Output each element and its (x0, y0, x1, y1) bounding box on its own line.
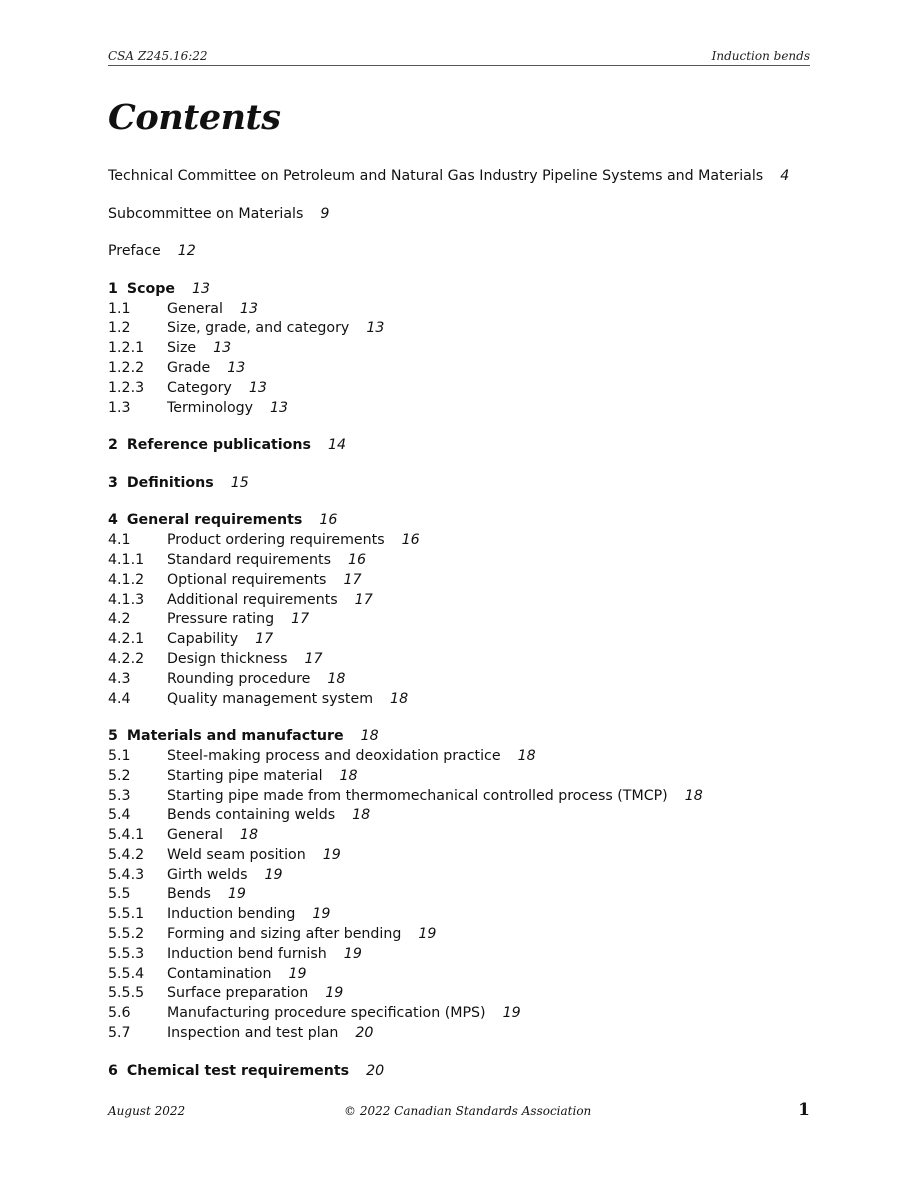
toc-entry-number: 5.3 (108, 787, 131, 804)
toc-entry-title: Inspection and test plan (167, 1025, 339, 1042)
toc-entry-title: Standard requirements (167, 551, 331, 568)
toc-entry-title: Design thickness (167, 650, 288, 667)
toc-entry-title: Chemical test requirements (126, 1062, 350, 1079)
toc-entry-number: 1.2.1 (108, 340, 145, 357)
toc-entry-page: 13 (270, 399, 289, 416)
toc-entry[interactable] (108, 846, 818, 866)
toc-entry-title: Definitions (126, 474, 214, 491)
toc-entry-number: 1 (108, 280, 118, 297)
toc-entry-page: 19 (325, 985, 344, 1002)
toc-entry[interactable] (108, 1024, 818, 1044)
toc-entry-number: 5.5.3 (108, 945, 145, 962)
toc-entry[interactable] (108, 650, 818, 670)
toc-entry[interactable] (108, 787, 818, 807)
toc-entry-page: 16 (401, 532, 420, 549)
toc-entry[interactable] (108, 511, 818, 531)
toc-entry-number: 5.5.4 (108, 965, 145, 982)
toc-entry-number: 4.4 (108, 690, 131, 707)
toc-entry-page: 9 (320, 205, 330, 222)
toc-entry-title: Rounding procedure (167, 670, 311, 687)
toc-entry-title: Bends containing welds (167, 807, 336, 824)
toc-entry-title: General requirements (126, 512, 303, 529)
toc-entry-page: 19 (502, 1005, 521, 1022)
toc-entry-title: Grade (167, 359, 211, 376)
toc-entry-title: Size, grade, and category (167, 320, 350, 337)
toc-entry-page: 13 (192, 280, 211, 297)
toc-entry-number: 4.1.3 (108, 591, 145, 608)
footer-date: August 2022 (108, 1104, 186, 1118)
toc-entry-number: 6 (108, 1062, 118, 1079)
footer-page-number: 1 (798, 1100, 810, 1120)
toc-entry-title: Terminology (167, 399, 254, 416)
table-of-contents (108, 167, 818, 1081)
header-document-title: Induction bends (711, 49, 810, 63)
toc-entry-number: 1.3 (108, 399, 131, 416)
toc-entry-number: 5.4 (108, 807, 131, 824)
toc-entry-page: 18 (239, 827, 258, 844)
toc-entry[interactable] (108, 339, 818, 359)
toc-entry[interactable] (108, 551, 818, 571)
toc-entry-title: Surface preparation (167, 985, 309, 1002)
toc-entry-page: 17 (304, 650, 323, 667)
toc-entry-page: 20 (355, 1025, 374, 1042)
toc-entry-title: Scope (126, 280, 176, 297)
toc-entry-title: Reference publications (126, 437, 311, 454)
toc-entry[interactable] (108, 167, 818, 187)
toc-entry[interactable] (108, 436, 818, 456)
toc-entry[interactable] (108, 747, 818, 767)
toc-entry-page: 20 (366, 1062, 385, 1079)
toc-entry[interactable] (108, 610, 818, 630)
toc-entry-number: 1.2 (108, 320, 131, 337)
toc-entry-number: 5.4.2 (108, 846, 145, 863)
toc-entry[interactable] (108, 925, 818, 945)
toc-entry-title: Pressure rating (167, 611, 275, 628)
toc-entry-title: Product ordering requirements (167, 532, 385, 549)
toc-entry-title: Manufacturing procedure specification (MPS) (167, 1005, 486, 1022)
toc-entry[interactable] (108, 1004, 818, 1024)
toc-entry[interactable] (108, 670, 818, 690)
running-header (108, 49, 810, 66)
toc-entry-number: 1.2.2 (108, 359, 145, 376)
toc-entry-number: 4.2.2 (108, 650, 145, 667)
toc-entry-page: 18 (352, 807, 371, 824)
toc-entry[interactable] (108, 399, 818, 419)
toc-entry-page: 16 (319, 512, 338, 529)
toc-entry-title: Contamination (167, 965, 272, 982)
toc-entry-number: 4.1.1 (108, 551, 145, 568)
toc-entry-number: 2 (108, 437, 118, 454)
toc-entry-number: 5.4.3 (108, 866, 145, 883)
toc-entry-number: 5.1 (108, 747, 131, 764)
toc-entry[interactable] (108, 1062, 818, 1082)
toc-entry[interactable] (108, 359, 818, 379)
toc-entry[interactable] (108, 945, 818, 965)
toc-entry[interactable] (108, 531, 818, 551)
toc-entry-title: Induction bend furnish (167, 945, 327, 962)
toc-entry-number: 5.2 (108, 767, 131, 784)
toc-entry-title: Steel-making process and deoxidation practice (167, 747, 501, 764)
toc-entry-number: 4.3 (108, 670, 131, 687)
toc-entry[interactable] (108, 690, 818, 710)
toc-entry-title: Induction bending (167, 906, 296, 923)
toc-entry-page: 13 (213, 340, 232, 357)
toc-entry-number: 4.2 (108, 611, 131, 628)
toc-entry-number: 5.4.1 (108, 827, 145, 844)
toc-entry[interactable] (108, 866, 818, 886)
toc-entry-page: 17 (354, 591, 373, 608)
toc-entry-page: 13 (248, 379, 267, 396)
toc-entry-number: 4.1 (108, 532, 131, 549)
toc-entry-number: 5.5.5 (108, 985, 145, 1002)
toc-entry-number: 4.2.1 (108, 631, 145, 648)
toc-entry[interactable] (108, 826, 818, 846)
toc-entry-page: 15 (230, 474, 249, 491)
toc-entry-number: 5.5.1 (108, 906, 145, 923)
toc-entry-page: 19 (288, 965, 307, 982)
toc-entry[interactable] (108, 591, 818, 611)
toc-entry[interactable] (108, 767, 818, 787)
toc-entry-title: General (167, 300, 223, 317)
toc-entry-page: 17 (291, 611, 310, 628)
toc-entry-page: 18 (339, 767, 358, 784)
toc-entry[interactable] (108, 300, 818, 320)
toc-entry[interactable] (108, 280, 818, 300)
page-footer (108, 1100, 810, 1124)
toc-entry-title: General (167, 827, 223, 844)
toc-entry[interactable] (108, 474, 818, 494)
toc-entry-page: 13 (239, 300, 258, 317)
toc-entry-number: 1.2.3 (108, 379, 145, 396)
toc-entry-number: 5.7 (108, 1025, 131, 1042)
toc-entry-page: 17 (255, 631, 274, 648)
toc-entry-title: Subcommittee on Materials (108, 205, 304, 222)
header-standard-id: CSA Z245.16:22 (108, 49, 208, 63)
toc-entry[interactable] (108, 727, 818, 747)
toc-entry-number: 5.5.2 (108, 926, 145, 943)
toc-entry-number: 5.5 (108, 886, 131, 903)
toc-entry-title: Category (167, 379, 232, 396)
toc-entry-page: 19 (418, 926, 437, 943)
toc-entry-page: 19 (264, 866, 283, 883)
toc-entry-title: Forming and sizing after bending (167, 926, 402, 943)
toc-entry[interactable] (108, 379, 818, 399)
toc-entry-title: Materials and manufacture (126, 728, 344, 745)
toc-entry-page: 19 (322, 846, 341, 863)
footer-copyright: © 2022 Canadian Standards Association (344, 1104, 592, 1118)
page-title: Contents (108, 97, 281, 138)
toc-entry[interactable] (108, 319, 818, 339)
toc-entry-page: 18 (390, 690, 409, 707)
toc-entry-title: Capability (167, 631, 239, 648)
toc-entry[interactable] (108, 630, 818, 650)
toc-entry[interactable] (108, 984, 818, 1004)
toc-entry-title: Size (167, 340, 197, 357)
toc-entry-page: 13 (366, 320, 385, 337)
toc-entry-title: Technical Committee on Petroleum and Natural Gas Industry Pipeline Systems and Materials (108, 168, 764, 184)
toc-entry-title: Girth welds (167, 866, 248, 883)
toc-entry-page: 16 (348, 551, 367, 568)
toc-entry-title: Starting pipe material (167, 767, 323, 784)
toc-entry-page: 18 (517, 747, 536, 764)
toc-entry-page: 18 (327, 670, 346, 687)
toc-entry[interactable] (108, 965, 818, 985)
toc-entry[interactable] (108, 205, 818, 225)
toc-entry-title: Optional requirements (167, 571, 327, 588)
toc-entry-title: Preface (108, 243, 161, 260)
toc-entry[interactable] (108, 571, 818, 591)
toc-entry[interactable] (108, 806, 818, 826)
toc-entry-number: 5.6 (108, 1005, 131, 1022)
toc-entry-page: 18 (360, 728, 379, 745)
toc-entry-title: Starting pipe made from thermomechanical controlled process (TMCP) (167, 787, 668, 804)
toc-entry-page: 12 (177, 243, 196, 260)
toc-entry-page: 4 (780, 168, 790, 184)
toc-entry-page: 13 (227, 359, 246, 376)
toc-entry-page: 14 (327, 437, 347, 454)
toc-entry-title: Bends (167, 886, 211, 903)
toc-entry-number: 3 (108, 474, 118, 491)
toc-entry-number: 4.1.2 (108, 571, 145, 588)
toc-entry-title: Weld seam position (167, 846, 306, 863)
toc-entry[interactable] (108, 242, 818, 262)
toc-entry-page: 19 (312, 906, 331, 923)
toc-entry[interactable] (108, 885, 818, 905)
toc-entry-page: 19 (227, 886, 246, 903)
toc-entry-page: 17 (343, 571, 362, 588)
toc-entry-page: 19 (343, 945, 362, 962)
toc-entry-number: 5 (108, 728, 118, 745)
toc-entry-title: Quality management system (167, 690, 374, 707)
toc-entry-title: Additional requirements (167, 591, 338, 608)
toc-entry-page: 18 (684, 787, 703, 804)
toc-entry-number: 4 (108, 512, 118, 529)
toc-entry[interactable] (108, 905, 818, 925)
toc-entry-number: 1.1 (108, 300, 131, 317)
